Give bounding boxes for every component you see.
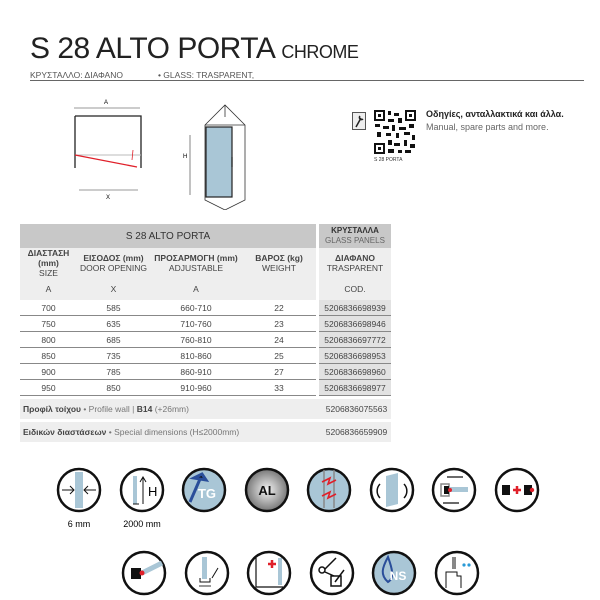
sym: X <box>77 278 150 300</box>
table-cell: 850 <box>77 380 150 396</box>
tempered-glass-icon <box>183 469 225 511</box>
dim-h: H <box>183 154 188 160</box>
technical-drawings <box>60 95 260 210</box>
table-cell: 850 <box>20 348 77 364</box>
feature-icons <box>0 460 600 600</box>
wall-compensation-icon <box>248 552 290 594</box>
table-row <box>20 380 391 396</box>
ns-text: NS <box>389 569 407 583</box>
table-cell: 33 <box>242 380 316 396</box>
extra-code: 5206836659909 <box>319 422 391 442</box>
table-row <box>20 348 391 364</box>
dim-x: X <box>105 195 111 201</box>
tg-text: TG <box>197 486 217 501</box>
glass-en: • GLASS: TRASPARENT, <box>157 70 255 80</box>
glass-title-gr: ΚΡΥΣΤΑΛΛΑ <box>331 226 379 235</box>
sym: A <box>150 278 242 300</box>
col-gr: ΒΑΡΟΣ (kg) <box>255 253 303 263</box>
glass-title-en: GLASS PANELS <box>325 236 385 245</box>
col-size <box>20 248 77 278</box>
spec-table <box>20 224 391 442</box>
product-code: 5206836698960 <box>319 364 391 380</box>
glass-thickness-icon <box>58 469 100 511</box>
table-cell: 950 <box>20 380 77 396</box>
table-cell: 800 <box>20 332 77 348</box>
col-en: WEIGHT <box>262 263 296 273</box>
table-row <box>20 364 391 380</box>
finish-label: CHROME <box>281 42 359 62</box>
aluminium-icon <box>246 469 288 511</box>
custom-cut-icon <box>311 552 353 594</box>
plan-view-drawing <box>74 100 141 201</box>
table-cell: 585 <box>77 300 150 316</box>
table-cell: 23 <box>242 316 316 332</box>
col-en: SIZE <box>39 268 58 278</box>
special-dimensions-row <box>20 422 391 442</box>
table-cell: 635 <box>77 316 150 332</box>
pivot-hinge-icon <box>123 552 165 594</box>
profile-extension-icon <box>496 469 538 511</box>
table-cell: 860-910 <box>150 364 242 380</box>
col-adjustable <box>150 248 242 278</box>
perspective-drawing <box>183 105 245 210</box>
floor-profile-icon <box>186 552 228 594</box>
extra-rest: (+26mm) <box>154 404 189 414</box>
table-row <box>20 332 391 348</box>
thickness-label: 6 mm <box>67 519 91 529</box>
col-door-opening <box>77 248 150 278</box>
extra-code: 5206836075563 <box>319 399 391 419</box>
table-cell: 760-810 <box>150 332 242 348</box>
col-weight <box>242 248 316 278</box>
table-cell: 710-760 <box>150 316 242 332</box>
sym <box>242 278 316 300</box>
title-text: S 28 ALTO PORTA <box>30 32 276 65</box>
dim-a: A <box>103 100 109 106</box>
divider <box>30 80 584 81</box>
column-header-row <box>20 248 391 278</box>
product-code: 5206836697772 <box>319 332 391 348</box>
glass-subtitle <box>30 70 289 80</box>
col-en: DOOR OPENING <box>79 263 148 273</box>
col-gr: ΠΡΟΣΑΡΜΟΓΗ (mm) <box>154 253 238 263</box>
product-code: 5206836698939 <box>319 300 391 316</box>
extra-gr: Ειδικών διαστάσεων <box>23 427 107 437</box>
table-row <box>20 300 391 316</box>
table-cell: 900 <box>20 364 77 380</box>
wrench-manual-icon <box>352 112 366 130</box>
profile-wall-row <box>20 399 391 419</box>
symbol-row <box>20 278 391 300</box>
table-header-row <box>20 224 391 248</box>
qr-text-en: Manual, spare parts and more. <box>426 122 549 132</box>
table-cell: 810-860 <box>150 348 242 364</box>
table-cell: 700 <box>20 300 77 316</box>
table-cell: 910-960 <box>150 380 242 396</box>
reversible-door-icon <box>371 469 413 511</box>
col-gr: ΔΙΑΦΑΝΟ <box>334 253 376 263</box>
extra-en: • Profile wall | <box>83 404 135 414</box>
table-cell: 22 <box>242 300 316 316</box>
adjustable-profile-icon <box>433 469 475 511</box>
product-code: 5206836698953 <box>319 348 391 364</box>
product-title <box>30 32 358 66</box>
qr-code[interactable] <box>374 110 416 156</box>
qr-label: S 28 PORTA <box>374 157 403 163</box>
glass-gr: ΚΡΥΣΤΑΛΛΟ: ΔΙΑΦΑΝΟ <box>30 70 123 80</box>
qr-text-gr: Οδηγίες, ανταλλακτικά και άλλα. <box>426 109 564 119</box>
al-text: AL <box>258 483 276 498</box>
qr-text <box>426 109 564 132</box>
sym: A <box>20 278 77 300</box>
col-en: ADJUSTABLE <box>168 263 224 273</box>
product-code: 5206836698977 <box>319 380 391 396</box>
table-title: S 28 ALTO PORTA <box>20 224 316 248</box>
h-letter: H <box>148 484 158 499</box>
nano-coating-icon <box>373 552 415 594</box>
safety-film-icon <box>308 469 350 511</box>
table-cell: 25 <box>242 348 316 364</box>
table-cell: 735 <box>77 348 150 364</box>
height-label: 2000 mm <box>123 519 161 529</box>
table-cell: 750 <box>20 316 77 332</box>
col-gr: ΔΙΑΣΤΑΣΗ (mm) <box>27 248 70 268</box>
col-en: TRASPARENT <box>326 263 384 273</box>
glass-panels-header <box>319 224 391 248</box>
table-cell: 660-710 <box>150 300 242 316</box>
height-icon <box>121 469 163 511</box>
extra-gr: Προφίλ τοίχου <box>23 404 81 414</box>
extra-bold: B14 <box>136 404 153 414</box>
table-row <box>20 316 391 332</box>
table-cell: 27 <box>242 364 316 380</box>
col-gr: ΕΙΣΟΔΟΣ (mm) <box>83 253 144 263</box>
water-tight-icon <box>436 552 478 594</box>
table-cell: 685 <box>77 332 150 348</box>
extra-en: • Special dimensions (H≤2000mm) <box>108 427 240 437</box>
table-cell: 785 <box>77 364 150 380</box>
sym: COD. <box>319 278 391 300</box>
table-cell: 24 <box>242 332 316 348</box>
col-code <box>319 248 391 278</box>
product-code: 5206836698946 <box>319 316 391 332</box>
